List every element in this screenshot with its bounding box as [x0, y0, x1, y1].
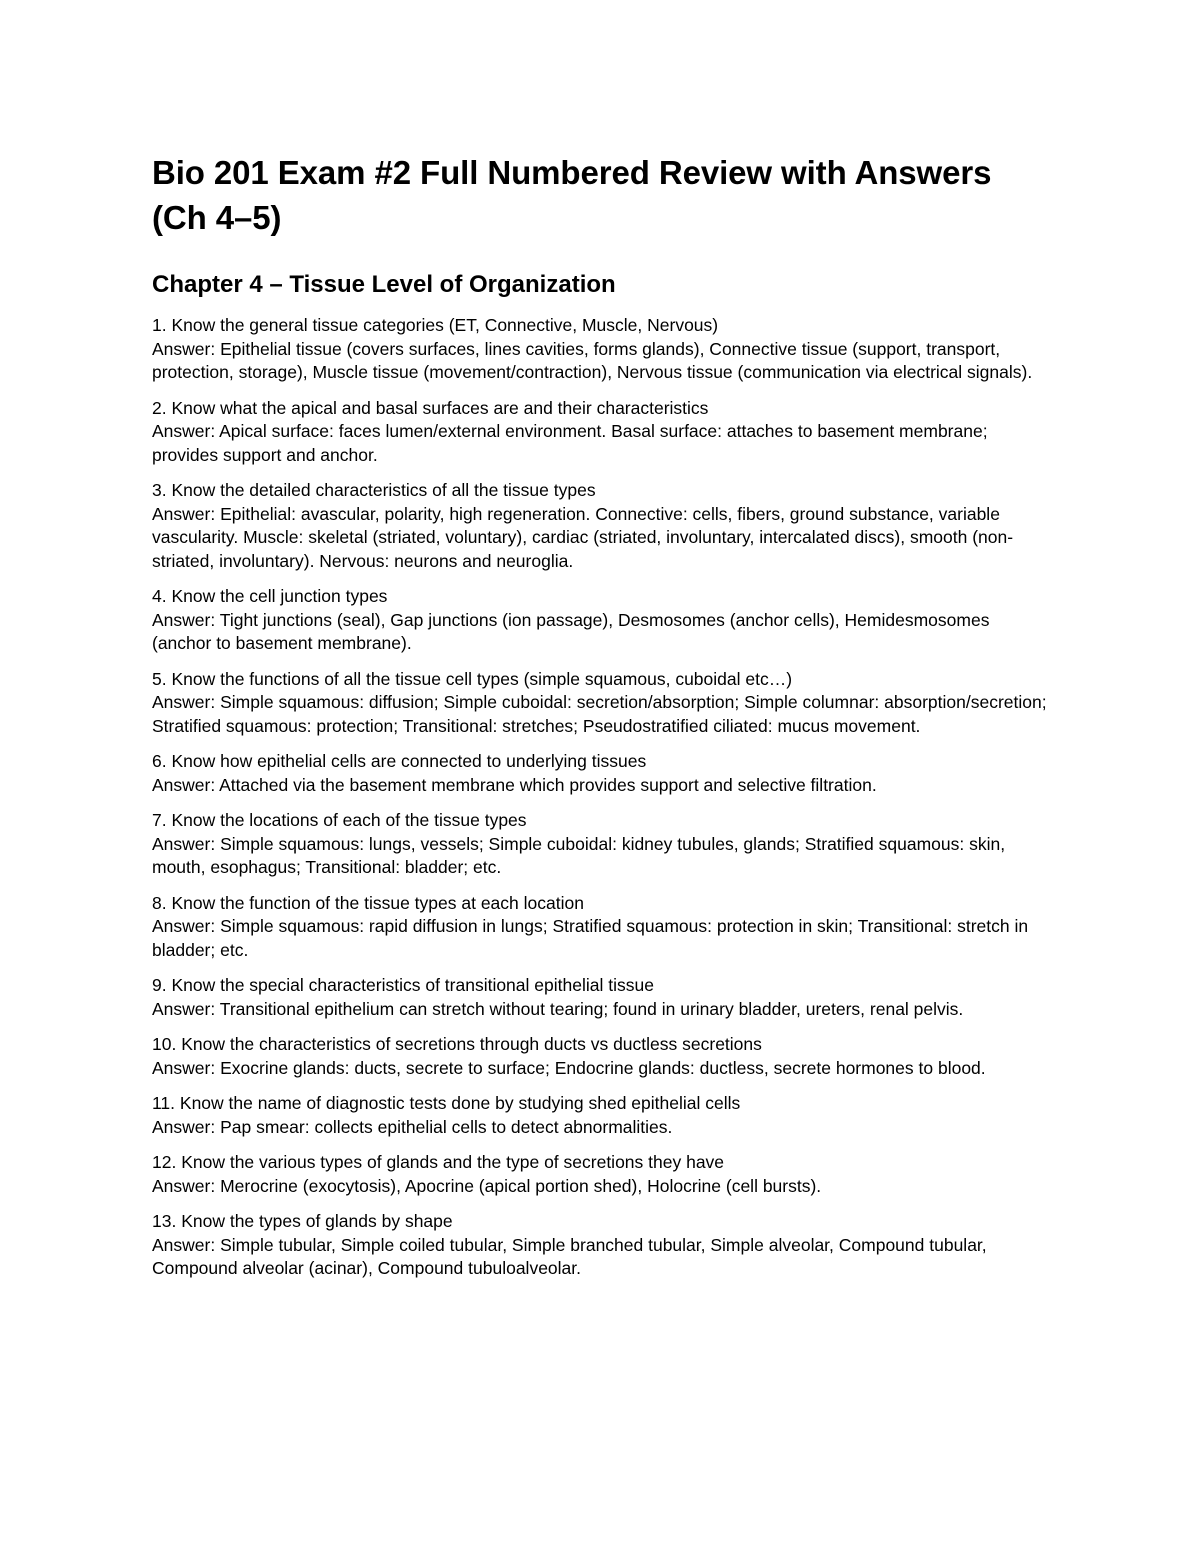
answer-label: Answer :: [152, 775, 219, 795]
answer-label: Answer :: [152, 1176, 220, 1196]
answer-label: Answer :: [152, 504, 220, 524]
answer-text: Epithelial tissue (covers surfaces, lines cavities, forms glands), Connective tissue (support, transport, protection, storage), Muscle tissue (movement/contraction), Nervous tissue (communication via electrical signals).: [152, 338, 1033, 382]
answer-text: Tight junctions (seal), Gap junctions (ion passage), Desmosomes (anchor cells), Hemidesmosomes (anchor to basement membrane).: [152, 609, 990, 653]
review-item: [152, 1210, 1050, 1281]
review-answer: [152, 998, 1050, 1022]
review-answer: [152, 1116, 1050, 1140]
question-number: 3 .: [152, 480, 171, 500]
question-number: 8 .: [152, 893, 171, 913]
review-question: [152, 750, 1050, 774]
answer-text: Simple squamous: rapid diffusion in lungs; Stratified squamous: protection in skin; Transitional: stretch in bladder; etc.: [152, 916, 1029, 960]
question-number: 2 .: [152, 398, 171, 418]
review-answer: [152, 915, 1050, 962]
question-number: 4 .: [152, 586, 171, 606]
question-text: Know the general tissue categories (ET, Connective, Muscle, Nervous): [171, 315, 719, 335]
review-answer: [152, 503, 1050, 574]
review-answer: [152, 833, 1050, 880]
review-item: [152, 314, 1050, 385]
answer-label: Answer :: [152, 610, 220, 630]
answer-label: Answer :: [152, 1058, 220, 1078]
review-question: [152, 1033, 1050, 1057]
question-number: 6 .: [152, 751, 171, 771]
review-answer: [152, 1234, 1050, 1281]
answer-label: Answer :: [152, 999, 220, 1019]
question-number: 1 .: [152, 315, 171, 335]
question-text: Know how epithelial cells are connected to underlying tissues: [171, 751, 647, 771]
answer-label: Answer :: [152, 692, 220, 712]
document-title: Bio 201 Exam #2 Full Numbered Review with Answers (Ch 4–5): [152, 154, 992, 236]
review-answer: [152, 1057, 1050, 1081]
question-number: 11 .: [152, 1093, 180, 1113]
question-text: Know the various types of glands and the type of secretions they have: [181, 1152, 725, 1172]
question-text: Know the cell junction types: [171, 586, 388, 606]
review-item: [152, 1033, 1050, 1080]
review-item: [152, 1151, 1050, 1198]
question-text: Know the types of glands by shape: [181, 1211, 453, 1231]
question-answer-list: [152, 314, 1050, 1281]
question-text: Know what the apical and basal surfaces are and their characteristics: [171, 397, 709, 418]
review-item: [152, 585, 1050, 656]
review-question: [152, 1092, 1050, 1116]
answer-label: Answer :: [152, 834, 220, 854]
question-number: 13 .: [152, 1211, 181, 1231]
review-question: [152, 397, 1050, 421]
answer-text: Pap smear: collects epithelial cells to detect abnormalities.: [220, 1116, 673, 1137]
review-question: [152, 809, 1050, 833]
question-text: Know the name of diagnostic tests done by studying shed epithelial cells: [179, 1093, 741, 1113]
review-answer: [152, 420, 1050, 467]
answer-text: Merocrine (exocytosis), Apocrine (apical portion shed), Holocrine (cell bursts).: [220, 1175, 822, 1196]
answer-label: Answer :: [152, 421, 219, 441]
question-text: Know the special characteristics of transitional epithelial tissue: [171, 975, 654, 995]
review-item: [152, 750, 1050, 797]
question-text: Know the locations of each of the tissue types: [171, 810, 527, 830]
review-item: [152, 809, 1050, 880]
review-question: [152, 668, 1050, 692]
answer-label: Answer :: [152, 339, 220, 359]
question-number: 7 .: [152, 810, 171, 830]
review-answer: [152, 1175, 1050, 1199]
question-text: Know the function of the tissue types at each location: [171, 892, 584, 913]
answer-text: Simple tubular, Simple coiled tubular, Simple branched tubular, Simple alveolar, Compound tubular, Compound alveolar (acinar), Compound tubuloalveolar.: [152, 1234, 987, 1278]
review-question: [152, 1151, 1050, 1175]
question-number: 10 .: [152, 1034, 181, 1054]
review-question: [152, 479, 1050, 503]
review-question: [152, 314, 1050, 338]
question-number: 9 .: [152, 975, 171, 995]
review-question: [152, 1210, 1050, 1234]
review-answer: [152, 338, 1050, 385]
review-question: [152, 585, 1050, 609]
review-item: [152, 479, 1050, 573]
review-answer: [152, 609, 1050, 656]
review-item: [152, 668, 1050, 739]
question-text: Know the functions of all the tissue cell types (simple squamous, cuboidal etc…): [171, 668, 793, 689]
review-answer: [152, 774, 1050, 798]
answer-text: Apical surface: faces lumen/external environment. Basal surface: attaches to basement membrane; provides support and anchor.: [152, 421, 988, 465]
chapter-heading: Chapter 4 – Tissue Level of Organization: [152, 271, 616, 298]
answer-text: Simple squamous: lungs, vessels; Simple cuboidal: kidney tubules, glands; Stratified squamous: skin, mouth, esophagus; Transitional: bladder; etc.: [152, 833, 1006, 877]
answer-label: Answer :: [152, 1235, 220, 1255]
question-number: 12 .: [152, 1152, 181, 1172]
question-text: Know the detailed characteristics of all the tissue types: [171, 480, 596, 500]
review-question: [152, 974, 1050, 998]
review-item: [152, 397, 1050, 468]
answer-text: Epithelial: avascular, polarity, high regeneration. Connective: cells, fibers, ground substance, variable vascularity. Muscle: skeletal (striated, voluntary), cardiac (striated, involuntary, intercalated discs), smooth (non-striated, involuntary). Nervous: neurons and neuroglia.: [152, 503, 1014, 571]
answer-text: Exocrine glands: ducts, secrete to surface; Endocrine glands: ductless, secrete hormones to blood.: [220, 1057, 986, 1078]
answer-text: Transitional epithelium can stretch without tearing; found in urinary bladder, ureters, renal pelvis.: [219, 998, 964, 1019]
answer-text: Attached via the basement membrane which provides support and selective filtration.: [219, 774, 877, 795]
review-answer: [152, 691, 1050, 738]
review-question: [152, 892, 1050, 916]
question-number: 5 .: [152, 669, 171, 689]
answer-text: Simple squamous: diffusion; Simple cuboidal: secretion/absorption; Simple columnar: absorption/secretion; Stratified squamous: protection; Transitional: stretches; Pseudostratified ciliated: mucus movement.: [152, 692, 1047, 736]
review-item: [152, 1092, 1050, 1139]
review-item: [152, 892, 1050, 963]
answer-label: Answer :: [152, 916, 220, 936]
review-item: [152, 974, 1050, 1021]
answer-label: Answer :: [152, 1117, 220, 1137]
question-text: Know the characteristics of secretions through ducts vs ductless secretions: [181, 1034, 762, 1054]
